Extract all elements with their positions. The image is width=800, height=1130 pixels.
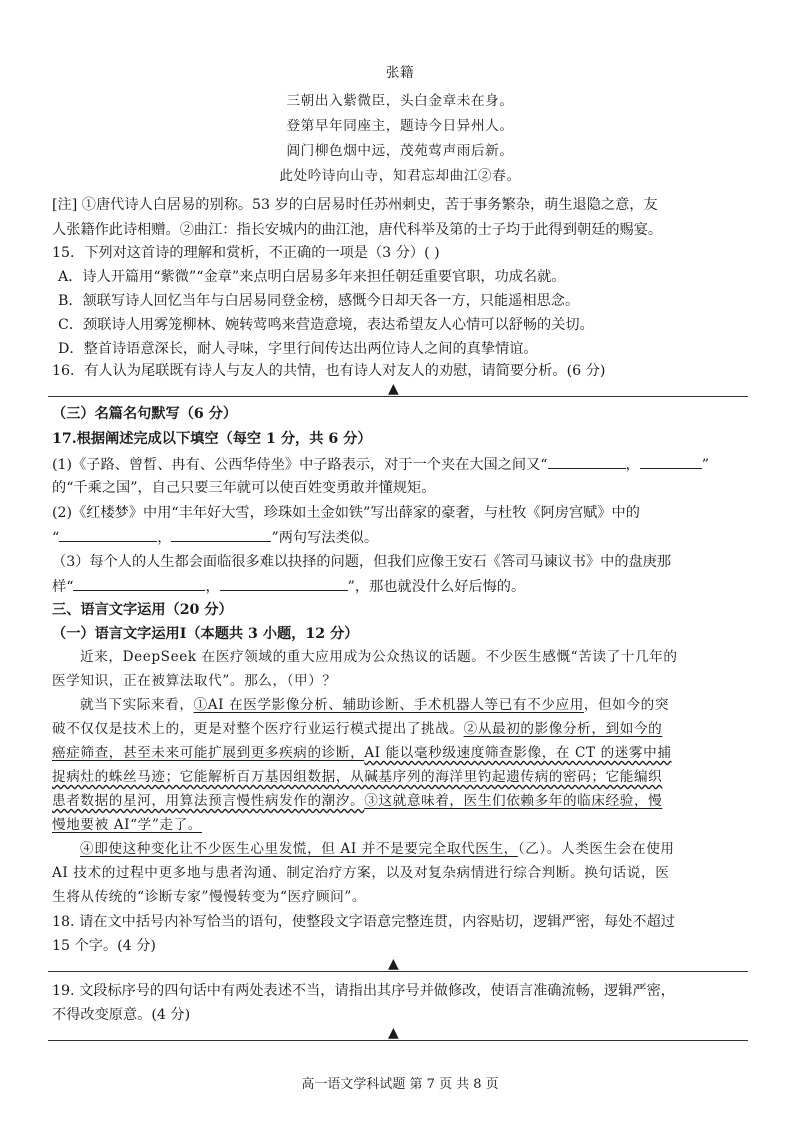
passage-sentence-2-cont: 癌症筛查，甚至未来可能扩展到更多疾病的诊断， bbox=[52, 745, 365, 761]
q17-p1-text: (1)《子路、曾晳、冉有、公西华侍坐》中子路表示，对于一个夹在大国之间又“ bbox=[52, 457, 548, 473]
poem-line-4: 此处吟诗向山寺，知君忘却曲江②春。 bbox=[279, 168, 521, 184]
question-15-option-b: B．颔联写诗人回忆当年与白居易同登金榜，感慨今日却天各一方，只能遥相思念。 bbox=[58, 293, 580, 309]
q17-p1-end: ” bbox=[701, 457, 710, 473]
passage-line-10: AI 技术的过程中更多地与患者沟通、制定治疗方案，以及对复杂病情进行综合判断。换句话说，医 bbox=[52, 865, 670, 881]
passage-line-1: 近来，DeepSeek 在医疗领域的重大应用成为公众热议的话题。不少医生感慨“苦读了十几年的 bbox=[80, 649, 678, 665]
passage-wavy-part-1: AI 能以毫秒级速度筛查影像，在 CT 的迷雾中捕 bbox=[364, 745, 672, 761]
poem-line-3: 阊门柳色烟中远，茂苑莺声雨后新。 bbox=[286, 143, 514, 159]
passage-sentence-2-start: ②从最初的影像分析，到如今的 bbox=[463, 721, 663, 737]
q17-blank-6[interactable] bbox=[220, 578, 348, 591]
q17-blank-5[interactable] bbox=[73, 578, 205, 591]
q17-p3-open: 样“ bbox=[52, 579, 74, 595]
q17-p2-open: “ bbox=[52, 530, 60, 546]
question-15-option-c: C．颈联诗人用雾笼柳林、婉转莺鸣来营造意境，表达希望友人心情可以舒畅的关切。 bbox=[58, 317, 594, 333]
passage-line-2: 医学知识，正在被算法取代”。那么，（甲）？ bbox=[52, 673, 337, 689]
question-15-option-a: A．诗人开篇用“紫微”“金章”来点明白居易多年来担任朝廷重要官职，功成名就。 bbox=[58, 269, 566, 285]
answer-area-marker-19: ▲ bbox=[388, 1025, 399, 1041]
passage-l4-text: 破不仅仅是技术上的，更是对整个医疗行业运行模式提出了挑战。 bbox=[52, 721, 464, 737]
question-18-line-1: 18. 请在文中括号内补写恰当的语句，使整段文字语意完整连贯，内容贴切，逻辑严密，每处不超过 bbox=[52, 914, 675, 930]
q17-blank-4[interactable] bbox=[171, 529, 271, 542]
passage-line-8 bbox=[52, 818, 202, 834]
question-17-part-2-cont bbox=[52, 529, 378, 546]
q17-blank-3[interactable] bbox=[59, 529, 157, 542]
passage-line-9 bbox=[80, 842, 675, 858]
section-language-use-title: 三、语言文字运用（20 分） bbox=[52, 602, 233, 618]
poem-line-1: 三朝出入紫微臣，头白金章未在身。 bbox=[286, 93, 514, 109]
section-famous-quotes-title: （三）名篇名句默写（6 分） bbox=[52, 406, 238, 422]
question-17-part-2: (2)《红楼梦》中用“丰年好大雪，珍珠如土金如铁”写出薛家的豪奢，与杜牧《阿房宫赋》中的 bbox=[52, 505, 640, 521]
question-15-option-d: D．整首诗语意深长，耐人寻味，字里行间传达出两位诗人之间的真挚情谊。 bbox=[58, 341, 538, 357]
section-language-use-1-title: （一）语言文字运用Ⅰ（本题共 3 小题，12 分） bbox=[52, 626, 359, 642]
poem-line-2: 登第早年同座主，题诗今日异州人。 bbox=[286, 118, 514, 134]
question-16-stem: 16．有人认为尾联既有诗人与友人的共情，也有诗人对友人的劝慰，请简要分析。(6 分) bbox=[52, 363, 606, 379]
answer-line-16 bbox=[48, 396, 748, 397]
passage-l9-text: （乙）。人类医生会在使用 bbox=[517, 841, 675, 857]
q17-p2-sep: ， bbox=[157, 530, 172, 546]
answer-area-marker-18: ▲ bbox=[388, 956, 399, 972]
passage-l3-text-b: ，但如今的突 bbox=[583, 697, 670, 713]
passage-sentence-4: ④即使这种变化让不少医生心里发慌，但 AI 并不是要完全取代医生， bbox=[80, 841, 518, 857]
poem-author: 张籍 bbox=[385, 65, 415, 81]
passage-line-5 bbox=[52, 746, 672, 762]
answer-area-marker-16: ▲ bbox=[388, 381, 399, 397]
answer-line-18 bbox=[48, 971, 748, 972]
question-17-part-3-cont bbox=[52, 578, 525, 595]
passage-wavy-part-2: 捉病灶的蛛丝马迹；它能解析百万基因组数据，从碱基序列的海洋里钓起遗传病的密码；它能编织 bbox=[52, 769, 663, 785]
passage-wavy-part-3: 患者数据的星河，用算法预言慢性病发作的潮汐。 bbox=[52, 793, 365, 809]
question-18-line-2: 15 个字。(4 分) bbox=[52, 938, 156, 954]
passage-line-7 bbox=[52, 794, 662, 810]
page-footer: 高一语文学科试题 第 7 页 共 8 页 bbox=[301, 1077, 499, 1092]
answer-line-19 bbox=[48, 1040, 748, 1041]
q17-blank-1[interactable] bbox=[548, 456, 626, 469]
passage-line-4 bbox=[52, 722, 662, 738]
question-19-line-1: 19. 文段标序号的四句话中有两处表述不当，请指出其序号并做修改，使语言准确流畅，逻辑严密， bbox=[52, 983, 675, 999]
q17-p1-sep: ， bbox=[625, 457, 640, 473]
passage-sentence-1: ①AI 在医学影像分析、辅助诊断、手术机器人等已有不少应用 bbox=[193, 697, 584, 713]
passage-sentence-3-cont: 慢地要被 AI“学”走了。 bbox=[52, 817, 202, 833]
passage-line-6 bbox=[52, 770, 662, 786]
question-17-title: 17.根据阐述完成以下填空（每空 1 分，共 6 分） bbox=[52, 431, 372, 447]
passage-line-11: 生将从传统的“诊断专家”慢慢转变为“医疗顾问”。 bbox=[52, 889, 367, 905]
passage-line-3 bbox=[80, 698, 669, 714]
question-17-part-1-cont: 的“千乘之国”，自己只要三年就可以使百姓变勇敢并懂规矩。 bbox=[52, 480, 436, 496]
question-17-part-3: （3）每个人的人生都会面临很多难以抉择的问题，但我们应像王安石《答司马谏议书》中的盘庚那 bbox=[52, 554, 672, 570]
passage-l3-text-a: 就当下实际来看， bbox=[80, 697, 194, 713]
question-15-stem: 15．下列对这首诗的理解和赏析，不正确的一项是（3 分）( ) bbox=[52, 245, 440, 261]
q17-p3-sep: ， bbox=[205, 579, 220, 595]
q17-blank-2[interactable] bbox=[640, 456, 702, 469]
question-17-part-1 bbox=[52, 456, 709, 473]
poem-note-line-1: [注] ①唐代诗人白居易的别称。53 岁的白居易时任苏州刺史，苦于事务繁杂，萌生退隐之意，友 bbox=[52, 197, 658, 213]
q17-p2-end: ”两句写法类似。 bbox=[271, 530, 379, 546]
poem-note-line-2: 人张籍作此诗相赠。②曲江：指长安城内的曲江池，唐代科举及第的士子均于此得到朝廷的赐宴。 bbox=[52, 222, 663, 238]
q17-p3-end: ”，那也就没什么好后悔的。 bbox=[347, 579, 526, 595]
question-19-line-2: 不得改变原意。(4 分) bbox=[52, 1007, 191, 1023]
passage-sentence-3: ③这就意味着，医生们依赖多年的临床经验，慢 bbox=[364, 793, 663, 809]
